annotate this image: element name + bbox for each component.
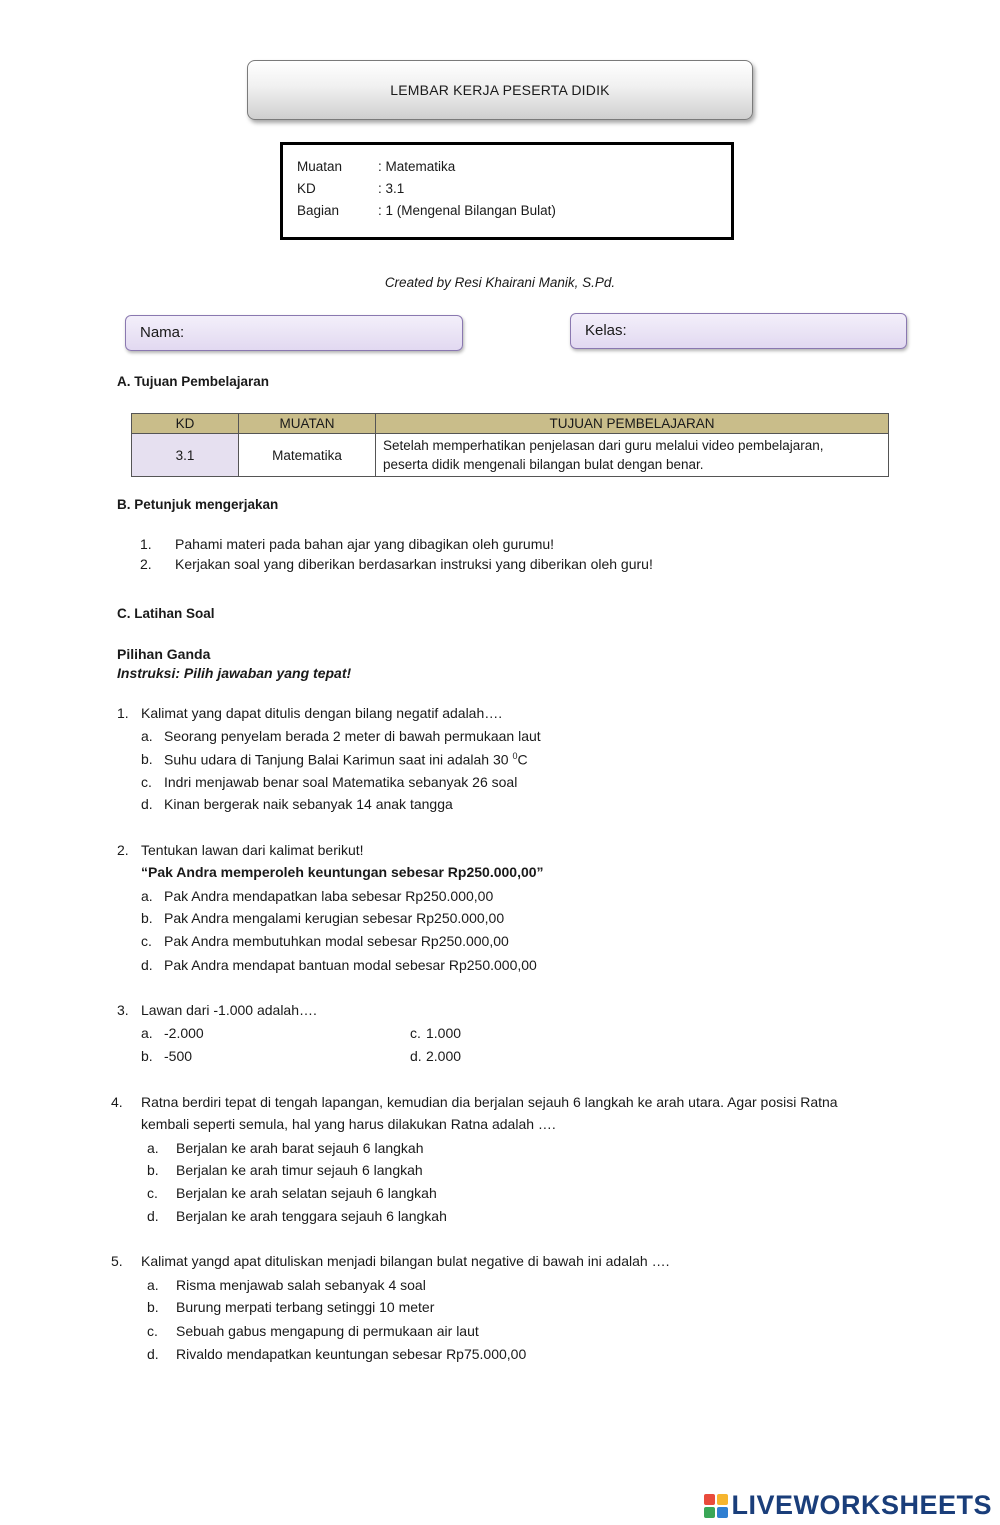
info-row-bagian	[297, 203, 556, 218]
table-header-tujuan: TUJUAN PEMBELAJARAN	[376, 414, 889, 434]
liveworksheets-logo	[704, 1490, 992, 1521]
question-number: 1.	[117, 705, 129, 721]
cell-muatan: Matematika	[239, 434, 376, 477]
option-letter: a.	[147, 1140, 159, 1156]
question-text: Tentukan lawan dari kalimat berikut!	[141, 842, 364, 858]
table-header-kd: KD	[132, 414, 239, 434]
option-q2-c[interactable]: Pak Andra membutuhkan modal sebesar Rp250.000,00	[164, 933, 509, 949]
liveworksheets-logo-icon	[704, 1494, 728, 1518]
option-text: Suhu udara di Tanjung Balai Karimun saat ini adalah 30	[164, 751, 513, 768]
info-value: : 1 (Mengenal Bilangan Bulat)	[378, 203, 556, 218]
info-label: Muatan	[297, 159, 343, 174]
option-letter: c.	[147, 1185, 158, 1201]
question-quote: “Pak Andra memperoleh keuntungan sebesar Rp250.000,00”	[141, 864, 544, 880]
option-q1-b[interactable]	[164, 751, 528, 768]
table-header-row	[132, 414, 889, 434]
option-letter: d.	[141, 957, 153, 973]
option-letter: d.	[141, 796, 153, 812]
option-q1-a[interactable]: Seorang penyelam berada 2 meter di bawah permukaan laut	[164, 728, 541, 744]
option-q1-d[interactable]: Kinan bergerak naik sebanyak 14 anak tangga	[164, 796, 453, 812]
option-q3-d[interactable]: 2.000	[426, 1048, 462, 1064]
instruction-number: 1.	[140, 536, 152, 552]
question-number: 4.	[111, 1094, 123, 1110]
option-letter: c.	[147, 1323, 158, 1339]
option-letter: c.	[141, 774, 152, 790]
tujuan-line-1: Setelah memperhatikan penjelasan dari guru melalui video pembelajaran,	[383, 438, 824, 453]
subject-info-box	[280, 142, 734, 240]
section-a-heading: A. Tujuan Pembelajaran	[117, 374, 270, 389]
option-letter: b.	[141, 910, 153, 926]
info-label: KD	[297, 181, 316, 196]
option-letter: a.	[141, 728, 153, 744]
tujuan-line-2: peserta didik mengenali bilangan bulat dengan benar.	[383, 457, 704, 472]
cell-kd: 3.1	[132, 434, 239, 477]
instruction-text: Pahami materi pada bahan ajar yang dibagikan oleh gurumu!	[175, 536, 555, 552]
nama-label: Nama:	[140, 324, 185, 341]
option-q1-c[interactable]: Indri menjawab benar soal Matematika sebanyak 26 soal	[164, 774, 518, 790]
option-q2-d[interactable]: Pak Andra mendapat bantuan modal sebesar Rp250.000,00	[164, 957, 537, 973]
option-letter: b.	[141, 1048, 153, 1064]
option-letter: b.	[147, 1162, 159, 1178]
liveworksheets-logo-text: LIVEWORKSHEETS	[731, 1490, 992, 1520]
info-row-muatan	[297, 159, 455, 174]
question-text: Kalimat yang dapat ditulis dengan bilang negatif adalah….	[141, 705, 503, 721]
section-b-heading: B. Petunjuk mengerjakan	[117, 497, 279, 512]
option-q2-a[interactable]: Pak Andra mendapatkan laba sebesar Rp250.000,00	[164, 888, 494, 904]
option-q4-c[interactable]: Berjalan ke arah selatan sejauh 6 langkah	[176, 1185, 437, 1201]
question-number: 3.	[117, 1002, 129, 1018]
option-q5-c[interactable]: Sebuah gabus mengapung di permukaan air laut	[176, 1323, 479, 1339]
section-c-heading: C. Latihan Soal	[117, 606, 215, 621]
option-q4-d[interactable]: Berjalan ke arah tenggara sejauh 6 langkah	[176, 1208, 447, 1224]
table-header-muatan: MUATAN	[239, 414, 376, 434]
kelas-label: Kelas:	[585, 322, 627, 339]
nama-field[interactable]	[125, 315, 463, 351]
option-q4-b[interactable]: Berjalan ke arah timur sejauh 6 langkah	[176, 1162, 423, 1178]
question-text: Kalimat yangd apat dituliskan menjadi bilangan bulat negative di bawah ini adalah ….	[141, 1253, 670, 1269]
option-letter: c.	[141, 933, 152, 949]
option-letter: b.	[147, 1299, 159, 1315]
option-q5-d[interactable]: Rivaldo mendapatkan keuntungan sebesar Rp75.000,00	[176, 1346, 527, 1362]
option-q2-b[interactable]: Pak Andra mengalami kerugian sebesar Rp250.000,00	[164, 910, 505, 926]
option-letter: a.	[141, 888, 153, 904]
option-letter: d.	[147, 1346, 159, 1362]
cell-tujuan	[376, 434, 889, 477]
pilihan-ganda-heading: Pilihan Ganda	[117, 646, 211, 662]
info-row-kd	[297, 181, 404, 196]
question-number: 5.	[111, 1253, 123, 1269]
degree-superscript: 0	[512, 751, 518, 761]
option-letter: c.	[410, 1025, 421, 1041]
table-row	[132, 434, 889, 477]
unit-text: C	[517, 751, 528, 768]
option-q4-a[interactable]: Berjalan ke arah barat sejauh 6 langkah	[176, 1140, 424, 1156]
option-letter: d.	[147, 1208, 159, 1224]
info-label: Bagian	[297, 203, 340, 218]
option-letter: d.	[410, 1048, 422, 1064]
option-q5-b[interactable]: Burung merpati terbang setinggi 10 meter	[176, 1299, 435, 1315]
question-text: Ratna berdiri tepat di tengah lapangan, kemudian dia berjalan sejauh 6 langkah ke arah utara. Agar posisi Ratna	[141, 1094, 838, 1110]
instruction-line: Instruksi: Pilih jawaban yang tepat!	[117, 665, 352, 681]
author-credit: Created by Resi Khairani Manik, S.Pd.	[384, 275, 616, 290]
kelas-field[interactable]	[570, 313, 907, 349]
option-q3-b[interactable]: -500	[164, 1048, 193, 1064]
info-value: : Matematika	[378, 159, 456, 174]
instruction-text: Kerjakan soal yang diberikan berdasarkan instruksi yang diberikan oleh guru!	[175, 556, 653, 572]
question-text: Lawan dari -1.000 adalah….	[141, 1002, 317, 1018]
option-letter: a.	[147, 1277, 159, 1293]
option-letter: b.	[141, 751, 153, 767]
info-value: : 3.1	[378, 181, 405, 196]
option-letter: a.	[141, 1025, 153, 1041]
question-text-continued: kembali seperti semula, hal yang harus dilakukan Ratna adalah ….	[141, 1116, 556, 1132]
learning-objectives-table	[131, 413, 889, 477]
option-q3-c[interactable]: 1.000	[426, 1025, 462, 1041]
instruction-number: 2.	[140, 556, 152, 572]
worksheet-title: LEMBAR KERJA PESERTA DIDIK	[247, 60, 753, 120]
option-q5-a[interactable]: Risma menjawab salah sebanyak 4 soal	[176, 1277, 426, 1293]
question-number: 2.	[117, 842, 129, 858]
option-q3-a[interactable]: -2.000	[164, 1025, 204, 1041]
